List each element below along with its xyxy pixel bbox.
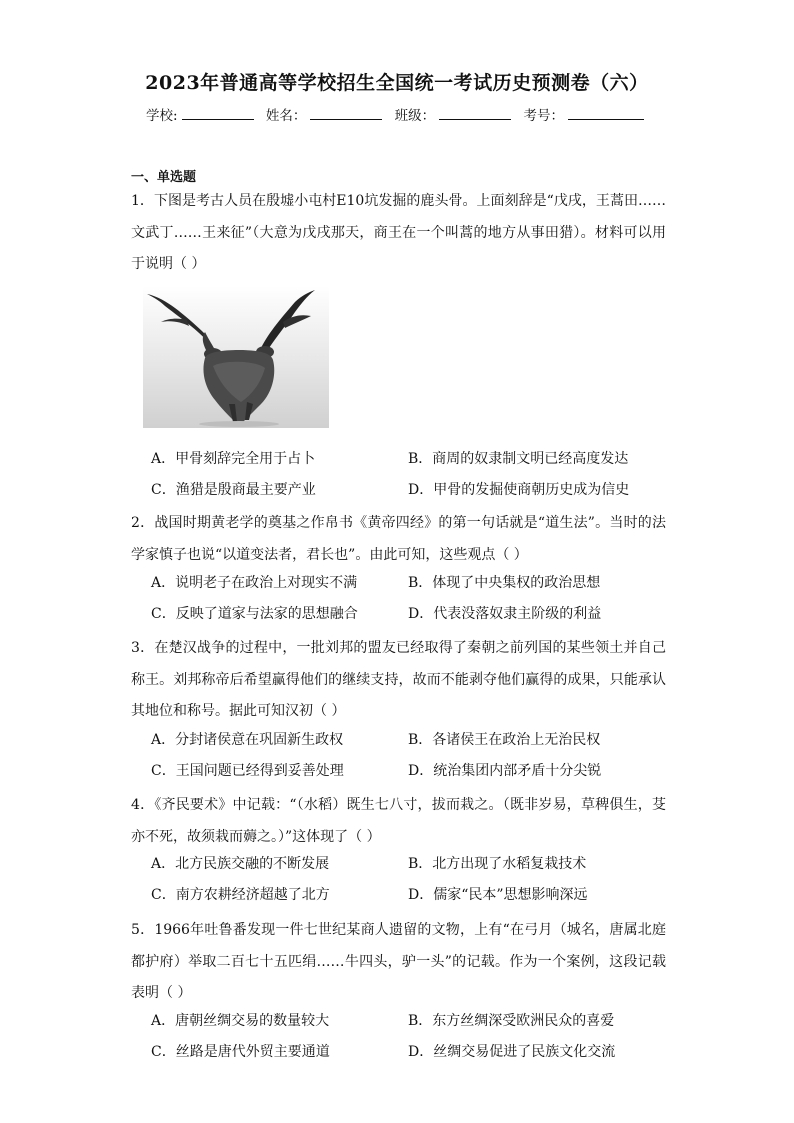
q2-option-b[interactable]: B．体现了中央集权的政治思想 xyxy=(408,575,601,591)
q1-option-a[interactable]: A．甲骨刻辞完全用于占卜 xyxy=(151,451,316,467)
student-info-line xyxy=(0,104,794,124)
q2-option-a[interactable]: A．说明老子在政治上对现实不满 xyxy=(151,575,358,591)
name-label: 姓名： xyxy=(265,108,307,124)
q5-option-b[interactable]: B．东方丝绸深受欧洲民众的喜爱 xyxy=(408,1013,615,1029)
section-title: 一、单选题 xyxy=(131,170,197,185)
q3-option-d[interactable]: D．统治集团内部矛盾十分尖锐 xyxy=(408,763,602,779)
q4-option-b[interactable]: B．北方出现了水稻复栽技术 xyxy=(408,856,587,872)
q3-option-a[interactable]: A．分封诸侯意在巩固新生政权 xyxy=(151,732,344,748)
q4-option-c[interactable]: C．南方农耕经济超越了北方 xyxy=(151,887,330,903)
q2-option-c[interactable]: C．反映了道家与法家的思想融合 xyxy=(151,606,358,622)
q4-option-d[interactable]: D．儒家“民本”思想影响深远 xyxy=(408,887,588,903)
q5-option-d[interactable]: D．丝绸交易促进了民族文化交流 xyxy=(408,1044,616,1060)
id-blank[interactable] xyxy=(568,105,644,120)
name-blank[interactable] xyxy=(310,105,382,120)
q1-option-c[interactable]: C．渔猎是殷商最主要产业 xyxy=(151,482,316,498)
question-1-stem: 1．下图是考古人员在殷墟小屯村E10坑发掘的鹿头骨。上面刻辞是“戊戌，王蒿田……文武丁……王来征”（大意为戊戌那天，商王在一个叫蒿的地方从事田猎）。材料可以用于说明（ ） xyxy=(131,193,666,272)
school-blank[interactable] xyxy=(182,105,254,120)
q1-option-b[interactable]: B．商周的奴隶制文明已经高度发达 xyxy=(408,451,629,467)
class-label: 班级： xyxy=(394,108,436,124)
deer-skull-photo xyxy=(143,286,329,428)
question-2-stem: 2．战国时期黄老学的奠基之作帛书《黄帝四经》的第一句话就是“道生法”。当时的法学家慎子也说“以道变法者，君长也”。由此可知，这些观点（ ） xyxy=(131,515,666,563)
question-3-stem: 3．在楚汉战争的过程中，一批刘邦的盟友已经取得了秦朝之前列国的某些领土并自己称王。刘邦称帝后希望赢得他们的继续支持，故而不能剥夺他们赢得的成果，只能承认其地位和称号。据此可知汉初（ ） xyxy=(131,640,666,719)
q3-option-c[interactable]: C．王国问题已经得到妥善处理 xyxy=(151,763,344,779)
question-3-options xyxy=(151,729,671,791)
question-5-options xyxy=(151,1010,671,1072)
question-4-stem: 4．《齐民要术》中记载：“（水稻）既生七八寸，拔而栽之。（既非岁易，草稗俱生，芟亦不死，故须栽而薅之。）”这体现了（ ） xyxy=(131,797,666,845)
exam-title: 2023年普通高等学校招生全国统一考试历史预测卷（六） xyxy=(145,72,649,94)
q5-option-a[interactable]: A．唐朝丝绸交易的数量较大 xyxy=(151,1013,330,1029)
q4-option-a[interactable]: A．北方民族交融的不断发展 xyxy=(151,856,330,872)
question-5-stem: 5．1966年吐鲁番发现一件七世纪某商人遗留的文物，上有“在弓月（城名，唐属北庭都护府）举取二百七十五匹绢……牛四头，驴一头”的记载。作为一个案例，这段记载表明（ ） xyxy=(131,922,666,1001)
question-4-options xyxy=(151,853,671,915)
q2-option-d[interactable]: D．代表没落奴隶主阶级的利益 xyxy=(408,606,602,622)
class-blank[interactable] xyxy=(439,105,511,120)
q1-option-d[interactable]: D．甲骨的发掘使商朝历史成为信史 xyxy=(408,482,630,498)
id-label: 考号： xyxy=(523,108,564,124)
q5-option-c[interactable]: C．丝路是唐代外贸主要通道 xyxy=(151,1044,330,1060)
question-1-options xyxy=(151,448,671,510)
school-label: 学校: xyxy=(146,108,178,124)
q3-option-b[interactable]: B．各诸侯王在政治上无治民权 xyxy=(408,732,601,748)
question-2-options xyxy=(151,572,671,634)
